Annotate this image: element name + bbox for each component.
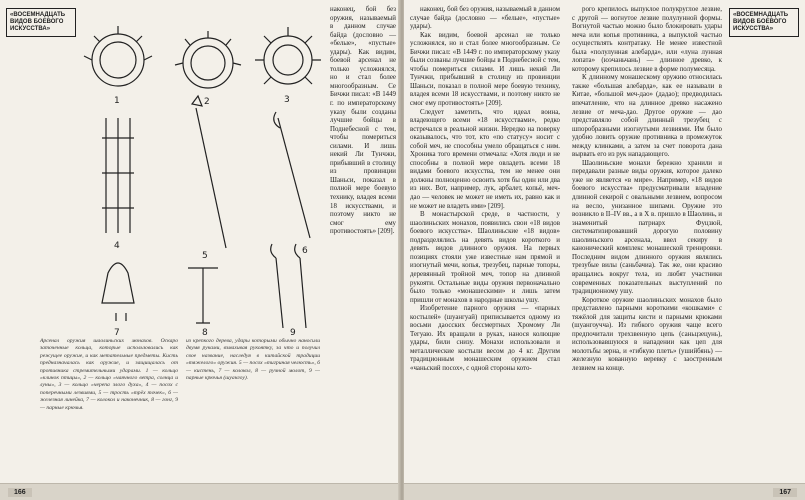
paragraph: Изобретение парного оружия — «парных костылей» (шуангуай) приписывается одному из восьми даосских бессмертных Хромому Ли Тегуаю. Их вращали в руках, нанося колющие удары, били снизу. Монахи использовали и металлические костыли весом до 4 кг. Другим традиционным монашеским оружием стал «чаньский посох», с одной стороны кото- [410,305,560,372]
left-page [0,0,400,500]
paragraph: Короткое оружие шаолиньских монахов было представлено парными короткими «кошками» с тяжёлой для защиты кисти и парными крюками (шуангоучча). Из гибкого оружия чаще всего предпочитали трехзвенную цепь (саньцзецунь), использовавшуюся в нападении как цеп для молотьбы зерна, и «гибкую плеть» (ушийбянь) — железную кованную веревку с заостренным лезвием на конце. [572,296,722,372]
plate-label-2: 2 [204,97,210,107]
paragraph: Следует заметить, что идеал воина, владеющего всеми «18 искусствами», редко встречался в реальной жизни. Нередко на поверку оказывалось, что тот, кто «по статусу» носит с собой меч, не способны умело обращаться с ним. Хроника того времени отмечала: «Хотя люди и не способны в полной мере овладеть всеми 18 видами боевого искусства, тем не менее они должны полноценно освоить хотя бы один или два из них. Вот, например, лук, арбалет, копьё, меч-дао — человек не может не иметь их, равно как и не может не владеть ими» [209]. [410,108,560,210]
section-sidebar-label: «ВОСЕМНАДЦАТЬ ВИДОВ БОЕВОГО ИСКУССТВА» [729,8,799,37]
left-footer [0,483,400,500]
plate-label-9: 9 [290,328,296,338]
paragraph: К длинному монашескому оружию относилась также «большая алебарда», как ее называли в Китае, «большой меч-дао» (дадао); предводилась впечатление, что на длинное древко насажено лезвие от меча-дао. Другое оружие — дао представляло собой длинный трезубец с шпоробразными изогнутыми лезвиями. Им было удобно ловить оружие противника в промежуток между клинками, а затем за счет поворота дана вырвать его из рук нападающего. [572,74,722,159]
plate-label-3: 3 [284,95,290,105]
plate-label-8: 8 [202,328,208,338]
page-number-left: 166 [8,488,32,497]
plate-label-5: 5 [202,251,208,261]
plate-label-7: 7 [114,328,120,338]
paragraph: рого крепилось выпуклое полукруглое лезвие, с другой — вогнутое лезвие полулунной формы. Вогнутой частью можно было блокировать удары меча или копья противника, а выпуклой частью осуществлять контратаку. Не менее известной была «полулунная алебарда», или «луна лунная лопата» (юэчаньчань) — длинное древко, к которому крепилось лезвие в форме полумесяца. [572,6,722,73]
right-column-1 [410,6,560,374]
weapons-drawing [78,8,328,338]
paragraph: наконец, бой без оружия, называемый в данном случае байда (дословно — «белые», «пустые» удары). [410,6,561,31]
right-page [404,0,805,500]
weapons-illustration-plate [78,8,328,338]
left-body-text: наконец, бой без оружия, называемый в данном случае байда (дословно — «белые», «пустые» удары). Как видим, боевой арсенал не только усложнялся, но и стал более многообразным. Се Бичжи писал: «В 1449 г. по императорскому указу были созданы лучшие бойцы в Поднебесной с тем, чтобы помериться силами. И лишь некий Ли Тунчжи, прибывший в столицу из провинции Шаньси, показал в полной мере боевую технику, владея всеми 18 искусствами, и поэтому никто не смог ему противостоять» [209]. [330,6,396,236]
paragraph: Шаолиньские монахи бережно хранили и передавали разные виды оружия, которое далеко уже не является «в мире». Например, «18 видов боевого искусства» предусматривали владение длинной секирой с овальными лезвием, вопросом на весло, унизанное шипами. Оружие это возникло в II–IV вв., а в X в. пришло в Шаолинь, и знаменитый патриарх Фуцзюй, систематизировавший дорогую половину шаолиньского арсенала, ввел секиру в канонический комплекс монашеской тренировки. Последним видом длинного оружия являлись трезубые вилы (саньбачиа). Так же, они красиво вращались вокруг тела, из любят участники современных показательных выступлений по традиционному ушу. [572,159,722,296]
paragraph: Как видим, боевой арсенал не только усложнялся, но и стал более многообразным. Се Бичжи писал: «В 1449 г. по императорскому указу были созваны лучшие бойцы в Поднебесной с тем, чтобы помериться силами. И лишь некий Ли Тунчжи, прибывший в столицу из провинции Шаньси, показал в полной мере боевую технику, владея всеми 18 искусствами, и поэтому никто не смог ему противостоять» [209]. [410,31,560,108]
page-number-right: 167 [773,488,797,497]
right-column-2 [572,6,722,374]
section-sidebar-label: «ВОСЕМНАДЦАТЬ ВИДОВ БОЕВОГО ИСКУССТВА» [6,8,76,37]
paragraph: В монастырской среде, в частности, у шаолиньских монахов, появились свои «18 видов боевого искусства». Шаолиньские «18 видов» подразделялись на девять видов короткого и девять видов длинного оружия. На первых позициях стояли уже известные нам прямой и изогнутый мечи, копья, трезубец, парные топоры, деревянный тройной меч, топор на длинной рукояти. Остальные виды оружия первоначально было только «монашескими» и лишь затем пришли от монахов в народные школы ушу. [410,211,560,304]
plate-label-1: 1 [114,96,120,106]
right-footer [404,483,805,500]
figure-caption-right: из крепкого дерева, удары которыми обычно наносили двумя руками, взмахивая рукоятку, за что и получил свое название, наследуя в китайской традиции «тяжелого» оружия. 5 — посох «тигриная челюсть», 6 — кистень, 7 — колокол, 8 — ручной молот, 9 — парные крючья (шуангоу). [186,338,320,382]
figure-caption-left: Арсенал оружия шаолиньских монахов. Оскаро заточенные кольца, которые использовались как режущее оружие, и как метательные предметы. Кисть предназначалась как оружие, и защищалась от противника стремительными ударами. 1 — кольцо «клинок птицы», 2 — кольцо «чаячного ветра, солнца и луны», 3 — кольцо «черепа злого духа», 4 — посох с поперечными лезвиями, 5 — трость «трёх точек», 6 — железная линейка, 7 — колокол и наконечник, 8 — гонг, 9 — парные крючья. [40,338,178,411]
plate-label-6: 6 [302,246,308,256]
plate-label-4: 4 [114,241,120,251]
